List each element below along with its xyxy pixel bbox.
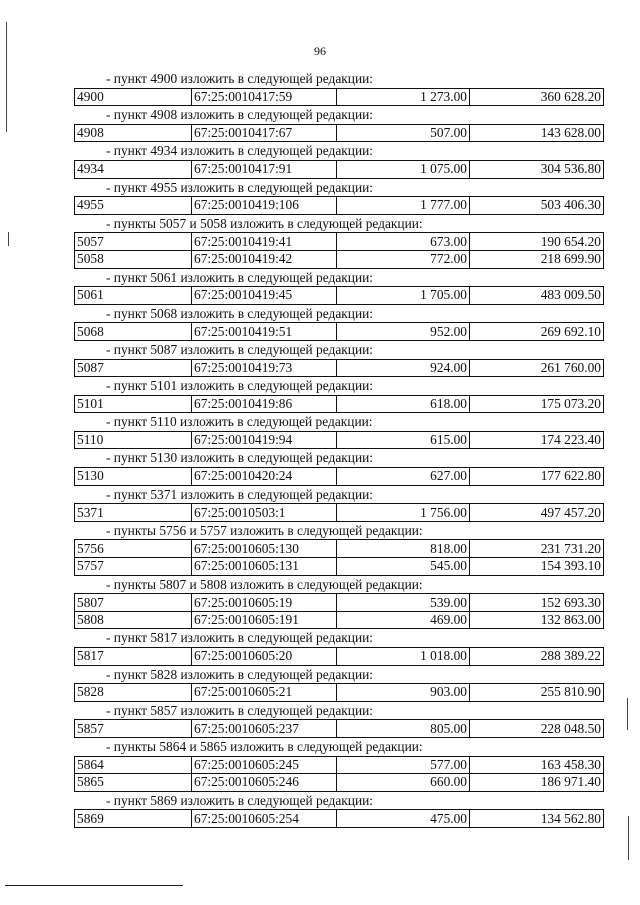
item-number-cell: 5130 bbox=[75, 468, 192, 486]
area-cell: 545.00 bbox=[337, 558, 470, 576]
item-number-cell: 5869 bbox=[75, 810, 192, 828]
table-row bbox=[75, 160, 604, 178]
value-cell: 231 731.20 bbox=[470, 540, 604, 558]
cadastral-number-cell: 67:25:0010417:59 bbox=[192, 88, 337, 106]
scan-margin-mark bbox=[8, 232, 9, 246]
value-cell: 163 458.30 bbox=[470, 756, 604, 774]
table-row bbox=[75, 250, 604, 268]
area-cell: 660.00 bbox=[337, 774, 470, 792]
area-cell: 1 018.00 bbox=[337, 648, 470, 666]
table-row bbox=[75, 594, 604, 612]
amendment-table bbox=[74, 124, 604, 143]
area-cell: 1 777.00 bbox=[337, 197, 470, 215]
cadastral-number-cell: 67:25:0010605:237 bbox=[192, 720, 337, 738]
table-row bbox=[75, 504, 604, 522]
value-cell: 497 457.20 bbox=[470, 504, 604, 522]
area-cell: 475.00 bbox=[337, 810, 470, 828]
cadastral-number-cell: 67:25:0010605:20 bbox=[192, 648, 337, 666]
cadastral-number-cell: 67:25:0010419:94 bbox=[192, 431, 337, 449]
amendment-instruction: - пункты 5756 и 5757 изложить в следующей редакции: bbox=[106, 522, 423, 538]
amendment-instruction: - пункт 5101 изложить в следующей редакции: bbox=[106, 378, 374, 394]
value-cell: 503 406.30 bbox=[470, 197, 604, 215]
table-row bbox=[75, 287, 604, 305]
value-cell: 255 810.90 bbox=[470, 684, 604, 702]
area-cell: 1 075.00 bbox=[337, 160, 470, 178]
table-row bbox=[75, 756, 604, 774]
item-number-cell: 4908 bbox=[75, 124, 192, 142]
cadastral-number-cell: 67:25:0010419:41 bbox=[192, 233, 337, 251]
item-number-cell: 5817 bbox=[75, 648, 192, 666]
cadastral-number-cell: 67:25:0010605:131 bbox=[192, 558, 337, 576]
item-number-cell: 5058 bbox=[75, 250, 192, 268]
table-row bbox=[75, 88, 604, 106]
item-number-cell: 5101 bbox=[75, 395, 192, 413]
table-row bbox=[75, 810, 604, 828]
table-row bbox=[75, 648, 604, 666]
cadastral-number-cell: 67:25:0010605:19 bbox=[192, 594, 337, 612]
amendment-table bbox=[74, 160, 604, 179]
cadastral-number-cell: 67:25:0010417:67 bbox=[192, 124, 337, 142]
amendment-instruction: - пункт 5371 изложить в следующей редакции: bbox=[106, 486, 374, 502]
area-cell: 952.00 bbox=[337, 323, 470, 341]
item-number-cell: 4900 bbox=[75, 88, 192, 106]
area-cell: 618.00 bbox=[337, 395, 470, 413]
amendment-table bbox=[74, 431, 604, 450]
table-row bbox=[75, 540, 604, 558]
table-row bbox=[75, 197, 604, 215]
value-cell: 190 654.20 bbox=[470, 233, 604, 251]
table-row bbox=[75, 468, 604, 486]
value-cell: 134 562.80 bbox=[470, 810, 604, 828]
value-cell: 483 009.50 bbox=[470, 287, 604, 305]
cadastral-number-cell: 67:25:0010605:21 bbox=[192, 684, 337, 702]
item-number-cell: 5864 bbox=[75, 756, 192, 774]
amendment-instruction: - пункт 5857 изложить в следующей редакции: bbox=[106, 702, 374, 718]
value-cell: 143 628.00 bbox=[470, 124, 604, 142]
table-row bbox=[75, 611, 604, 629]
amendment-table bbox=[74, 395, 604, 414]
amendment-table bbox=[74, 539, 604, 575]
area-cell: 924.00 bbox=[337, 359, 470, 377]
area-cell: 1 273.00 bbox=[337, 88, 470, 106]
area-cell: 818.00 bbox=[337, 540, 470, 558]
cadastral-number-cell: 67:25:0010605:191 bbox=[192, 611, 337, 629]
table-row bbox=[75, 124, 604, 142]
item-number-cell: 5110 bbox=[75, 431, 192, 449]
item-number-cell: 5828 bbox=[75, 684, 192, 702]
item-number-cell: 5057 bbox=[75, 233, 192, 251]
item-number-cell: 5061 bbox=[75, 287, 192, 305]
table-row bbox=[75, 558, 604, 576]
table-row bbox=[75, 395, 604, 413]
cadastral-number-cell: 67:25:0010503:1 bbox=[192, 504, 337, 522]
cadastral-number-cell: 67:25:0010605:254 bbox=[192, 810, 337, 828]
value-cell: 218 699.90 bbox=[470, 250, 604, 268]
value-cell: 288 389.22 bbox=[470, 648, 604, 666]
amendment-instruction: - пункт 4908 изложить в следующей редакции: bbox=[106, 107, 374, 123]
amendment-instruction: - пункт 4900 изложить в следующей редакции: bbox=[106, 71, 374, 86]
amendment-table bbox=[74, 88, 604, 107]
item-number-cell: 5857 bbox=[75, 720, 192, 738]
area-cell: 577.00 bbox=[337, 756, 470, 774]
amendment-instruction: - пункт 5130 изложить в следующей редакции: bbox=[106, 450, 374, 466]
table-row bbox=[75, 774, 604, 792]
amendment-table bbox=[74, 756, 604, 792]
amendment-table bbox=[74, 683, 604, 702]
value-cell: 360 628.20 bbox=[470, 88, 604, 106]
amendment-instruction: - пункты 5057 и 5058 изложить в следующей редакции: bbox=[106, 215, 423, 231]
area-cell: 615.00 bbox=[337, 431, 470, 449]
amendment-instruction: - пункты 5864 и 5865 изложить в следующей редакции: bbox=[106, 738, 423, 754]
amendment-table bbox=[74, 719, 604, 738]
amendment-instruction: - пункт 5828 изложить в следующей редакции: bbox=[106, 666, 374, 682]
value-cell: 304 536.80 bbox=[470, 160, 604, 178]
cadastral-number-cell: 67:25:0010419:86 bbox=[192, 395, 337, 413]
area-cell: 539.00 bbox=[337, 594, 470, 612]
value-cell: 175 073.20 bbox=[470, 395, 604, 413]
area-cell: 469.00 bbox=[337, 611, 470, 629]
cadastral-number-cell: 67:25:0010419:45 bbox=[192, 287, 337, 305]
table-row bbox=[75, 720, 604, 738]
item-number-cell: 5087 bbox=[75, 359, 192, 377]
amendment-instruction: - пункт 5087 изложить в следующей редакции: bbox=[106, 341, 374, 357]
amendment-table bbox=[74, 196, 604, 215]
amendment-table bbox=[74, 647, 604, 666]
value-cell: 152 693.30 bbox=[470, 594, 604, 612]
cadastral-number-cell: 67:25:0010419:51 bbox=[192, 323, 337, 341]
item-number-cell: 4934 bbox=[75, 160, 192, 178]
value-cell: 132 863.00 bbox=[470, 611, 604, 629]
area-cell: 1 756.00 bbox=[337, 504, 470, 522]
value-cell: 228 048.50 bbox=[470, 720, 604, 738]
amendment-table bbox=[74, 359, 604, 378]
area-cell: 903.00 bbox=[337, 684, 470, 702]
amendment-instruction: - пункт 4934 изложить в следующей редакции: bbox=[106, 143, 374, 159]
area-cell: 507.00 bbox=[337, 124, 470, 142]
table-row bbox=[75, 233, 604, 251]
amendment-table bbox=[74, 467, 604, 486]
area-cell: 673.00 bbox=[337, 233, 470, 251]
cadastral-number-cell: 67:25:0010605:130 bbox=[192, 540, 337, 558]
page-number: 96 bbox=[314, 44, 326, 58]
amendment-instruction: - пункты 5807 и 5808 изложить в следующей редакции: bbox=[106, 576, 423, 592]
value-cell: 154 393.10 bbox=[470, 558, 604, 576]
footnote-separator bbox=[5, 885, 183, 886]
amendment-instruction: - пункт 4955 изложить в следующей редакции: bbox=[106, 179, 374, 195]
cadastral-number-cell: 67:25:0010419:73 bbox=[192, 359, 337, 377]
area-cell: 1 705.00 bbox=[337, 287, 470, 305]
item-number-cell: 5865 bbox=[75, 774, 192, 792]
value-cell: 269 692.10 bbox=[470, 323, 604, 341]
cadastral-number-cell: 67:25:0010419:106 bbox=[192, 197, 337, 215]
document-body bbox=[74, 70, 604, 828]
amendment-instruction: - пункт 5817 изложить в следующей редакции: bbox=[106, 630, 374, 646]
cadastral-number-cell: 67:25:0010419:42 bbox=[192, 250, 337, 268]
value-cell: 261 760.00 bbox=[470, 359, 604, 377]
cadastral-number-cell: 67:25:0010605:245 bbox=[192, 756, 337, 774]
amendment-instruction: - пункт 5068 изложить в следующей редакции: bbox=[106, 305, 374, 321]
table-row bbox=[75, 684, 604, 702]
item-number-cell: 5068 bbox=[75, 323, 192, 341]
amendment-table bbox=[74, 593, 604, 629]
area-cell: 772.00 bbox=[337, 250, 470, 268]
scan-margin-mark bbox=[628, 816, 629, 860]
amendment-instruction: - пункт 5110 изложить в следующей редакции: bbox=[106, 414, 373, 430]
amendment-table bbox=[74, 809, 604, 828]
amendment-table bbox=[74, 322, 604, 341]
scan-margin-mark bbox=[627, 698, 628, 730]
amendment-instruction: - пункт 5061 изложить в следующей редакции: bbox=[106, 269, 374, 285]
amendment-table bbox=[74, 503, 604, 522]
item-number-cell: 5371 bbox=[75, 504, 192, 522]
scan-margin-mark bbox=[6, 22, 7, 132]
value-cell: 186 971.40 bbox=[470, 774, 604, 792]
cadastral-number-cell: 67:25:0010420:24 bbox=[192, 468, 337, 486]
value-cell: 174 223.40 bbox=[470, 431, 604, 449]
item-number-cell: 4955 bbox=[75, 197, 192, 215]
item-number-cell: 5808 bbox=[75, 611, 192, 629]
area-cell: 805.00 bbox=[337, 720, 470, 738]
amendment-table bbox=[74, 232, 604, 268]
cadastral-number-cell: 67:25:0010605:246 bbox=[192, 774, 337, 792]
table-row bbox=[75, 431, 604, 449]
item-number-cell: 5757 bbox=[75, 558, 192, 576]
table-row bbox=[75, 359, 604, 377]
cadastral-number-cell: 67:25:0010417:91 bbox=[192, 160, 337, 178]
area-cell: 627.00 bbox=[337, 468, 470, 486]
item-number-cell: 5807 bbox=[75, 594, 192, 612]
amendment-instruction: - пункт 5869 изложить в следующей редакции: bbox=[106, 792, 374, 808]
value-cell: 177 622.80 bbox=[470, 468, 604, 486]
table-row bbox=[75, 323, 604, 341]
amendment-table bbox=[74, 286, 604, 305]
item-number-cell: 5756 bbox=[75, 540, 192, 558]
